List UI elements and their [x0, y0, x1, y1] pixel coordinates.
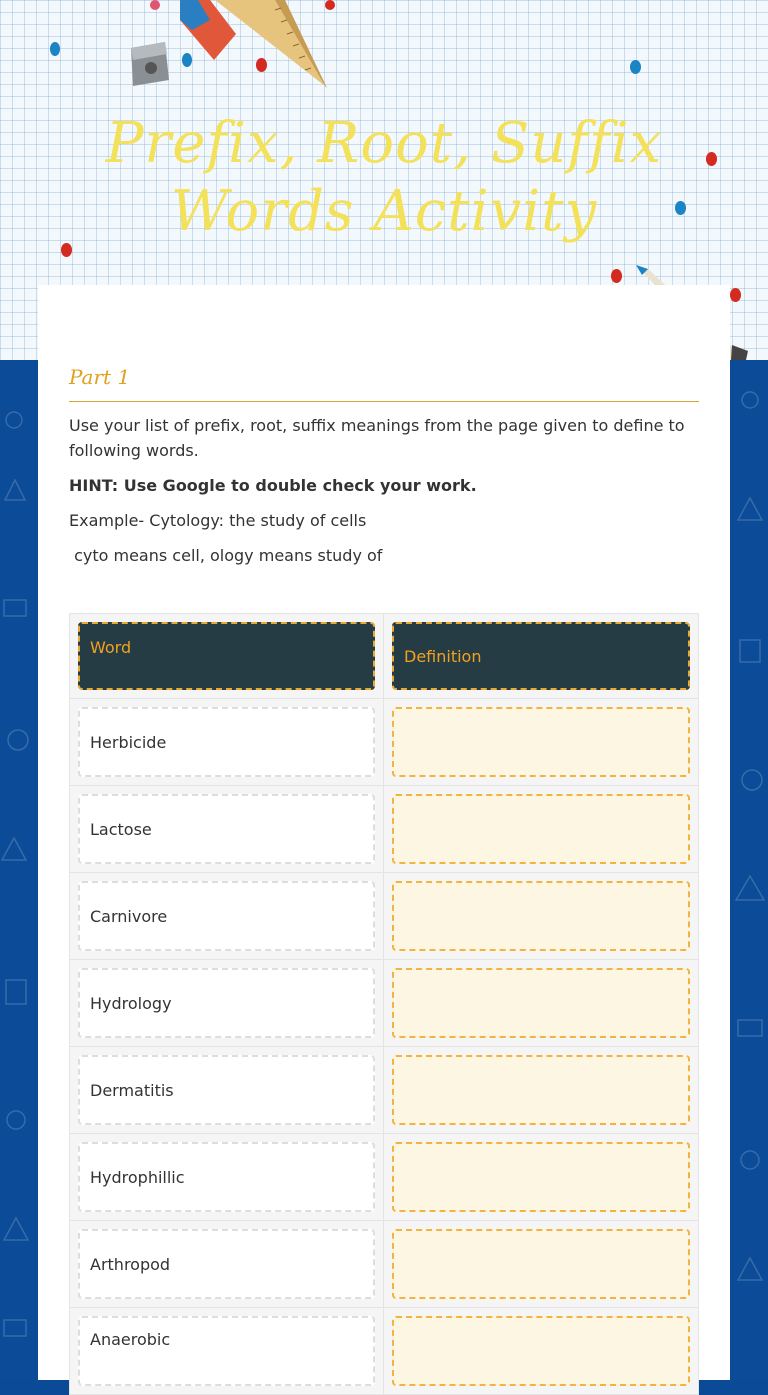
word-text: Anaerobic: [78, 1316, 375, 1386]
decor-dot: [611, 269, 622, 283]
definitions-table: [69, 613, 699, 1395]
word-text: Hydrophillic: [78, 1142, 375, 1212]
decor-dot: [50, 42, 60, 56]
definition-cell: [384, 1134, 699, 1221]
sharpener-icon: [125, 40, 173, 92]
page-title: Prefix, Root, Suffix Words Activity: [105, 111, 663, 244]
definition-input[interactable]: [392, 1229, 690, 1299]
definition-cell: [384, 873, 699, 960]
word-cell: [70, 1308, 384, 1395]
definition-cell: [384, 1221, 699, 1308]
definition-cell: [384, 1047, 699, 1134]
table-row: [70, 960, 699, 1047]
word-cell: [70, 1047, 384, 1134]
word-text: Hydrology: [78, 968, 375, 1038]
word-cell: [70, 960, 384, 1047]
definition-input[interactable]: [392, 1316, 690, 1386]
example-text: Example- Cytology: the study of cells: [69, 511, 367, 530]
definition-input[interactable]: [392, 794, 690, 864]
word-text: Lactose: [78, 794, 375, 864]
table-row: [70, 1221, 699, 1308]
worksheet-card: [38, 285, 730, 1380]
hint-text: HINT: Use Google to double check your work.: [69, 476, 477, 495]
header-word: Word: [78, 622, 375, 690]
definition-input[interactable]: [392, 968, 690, 1038]
header-cell: [384, 614, 699, 699]
word-text: Carnivore: [78, 881, 375, 951]
table-row: [70, 873, 699, 960]
table-header-row: [70, 614, 699, 699]
word-cell: [70, 1134, 384, 1221]
decor-dot: [150, 0, 160, 10]
table-row: [70, 699, 699, 786]
section-divider: [69, 401, 699, 402]
section-heading: Part 1: [69, 365, 131, 389]
table-row: [70, 786, 699, 873]
definition-cell: [384, 960, 699, 1047]
word-text: Arthropod: [78, 1229, 375, 1299]
word-cell: [70, 873, 384, 960]
word-text: Dermatitis: [78, 1055, 375, 1125]
definition-cell: [384, 699, 699, 786]
header-cell: [70, 614, 384, 699]
header-definition: Definition: [392, 622, 690, 690]
instructions-text: Use your list of prefix, root, suffix meanings from the page given to define to following words.: [69, 416, 685, 460]
definition-input[interactable]: [392, 707, 690, 777]
word-cell: [70, 699, 384, 786]
definition-cell: [384, 1308, 699, 1395]
table-row: [70, 1134, 699, 1221]
word-cell: [70, 1221, 384, 1308]
decor-dot: [630, 60, 641, 74]
definition-cell: [384, 786, 699, 873]
table-row: [70, 1308, 699, 1395]
table-row: [70, 1047, 699, 1134]
example-detail-text: cyto means cell, ology means study of: [69, 546, 383, 565]
definition-input[interactable]: [392, 1055, 690, 1125]
ruler-icon: [215, 0, 330, 90]
word-cell: [70, 786, 384, 873]
word-text: Herbicide: [78, 707, 375, 777]
definition-input[interactable]: [392, 881, 690, 951]
definition-input[interactable]: [392, 1142, 690, 1212]
